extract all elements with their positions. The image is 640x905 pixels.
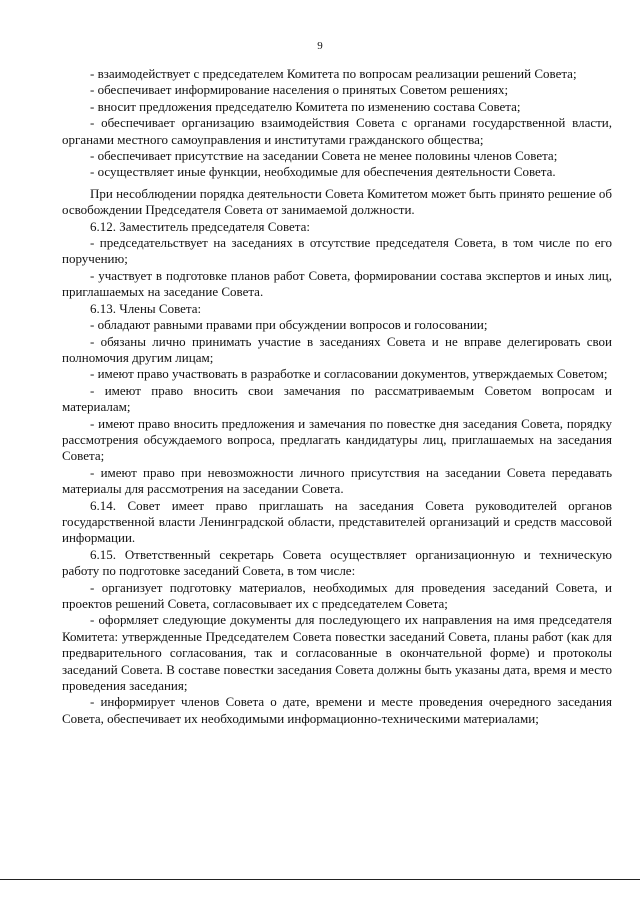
paragraph: - осуществляет иные функции, необходимые для обеспечения деятельности Совета. [90, 164, 556, 180]
page-number: 9 [317, 40, 323, 52]
paragraph: - участвует в подготовке планов работ Совета, формировании состава экспертов и иных лиц, приглашаемых на заседание Совета. [62, 267, 612, 300]
paragraph: - имеют право вносить свои замечания по рассматриваемым Советом вопросам и материалам; [62, 382, 612, 415]
paragraph: - взаимодействует с председателем Комитета по вопросам реализации решений Совета; [90, 66, 577, 81]
paragraph: - имеют право при невозможности личного присутствия на заседании Совета передавать материалы для рассмотрения на заседании Совета. [62, 464, 612, 497]
paragraph: - имеют право участвовать в разработке и согласовании документов, утверждаемых Советом; [90, 366, 608, 382]
section-heading: 6.12. Заместитель председателя Совета: [90, 218, 311, 234]
paragraph: - обеспечивает информирование населения о принятых Советом решениях; [90, 82, 509, 98]
section-paragraph: 6.15. Ответственный секретарь Совета осуществляет организационную и техническую работу по подготовке заседаний Совета, в том числе: [62, 546, 612, 579]
document-body [62, 66, 612, 727]
section-heading: 6.13. Члены Совета: [90, 300, 202, 316]
section-paragraph: 6.14. Совет имеет право приглашать на заседания Совета руководителей органов государственной власти Ленинградской области, представителей организаций и средств массовой информации. [62, 497, 612, 546]
paragraph: - организует подготовку материалов, необходимых для проведения заседаний Совета, и проектов решений Совета, согласовывает их с председателем Совета; [62, 579, 612, 611]
paragraph: - обеспечивает организацию взаимодействия Совета с органами государственной власти, органами местного самоуправления и институтами гражданского общества; [62, 115, 612, 147]
paragraph: - обязаны лично принимать участие в заседаниях Совета и не вправе делегировать свои полномочия другим лицам; [62, 333, 612, 365]
paragraph: При несоблюдении порядка деятельности Совета Комитетом может быть принято решение об освобождении Председателя Совета от занимаемой должности. [62, 185, 612, 218]
bottom-border-line [0, 879, 640, 880]
paragraph: - обеспечивает присутствие на заседании Совета не менее половины членов Совета; [90, 148, 558, 164]
paragraph: - обладают равными правами при обсуждении вопросов и голосовании; [90, 317, 488, 333]
paragraph: - вносит предложения председателю Комитета по изменению состава Совета; [90, 98, 521, 114]
paragraph: - информирует членов Совета о дате, времени и месте проведения очередного заседания Совета, обеспечивает их необходимыми информационно-техническими материалами; [62, 694, 612, 726]
paragraph: - имеют право вносить предложения и замечания по повестке дня заседания Совета, порядку рассмотрения обсуждаемого вопроса, предлагать кандидатуры лиц, приглашаемых на заседания Совета; [62, 415, 612, 464]
paragraph: - председательствует на заседаниях в отсутствие председателя Совета, в том числе по его поручению; [62, 235, 612, 267]
paragraph: - оформляет следующие документы для последующего их направления на имя председателя Комитета: утвержденные Председателем Совета повестки заседаний Совета, планы работ (как для предварительного согласования, так и согласованные в окончательной форме) и протоколы заседаний Совета. В составе повестки заседания Совета должны быть указаны дата, время и место проведения заседания; [62, 612, 612, 694]
